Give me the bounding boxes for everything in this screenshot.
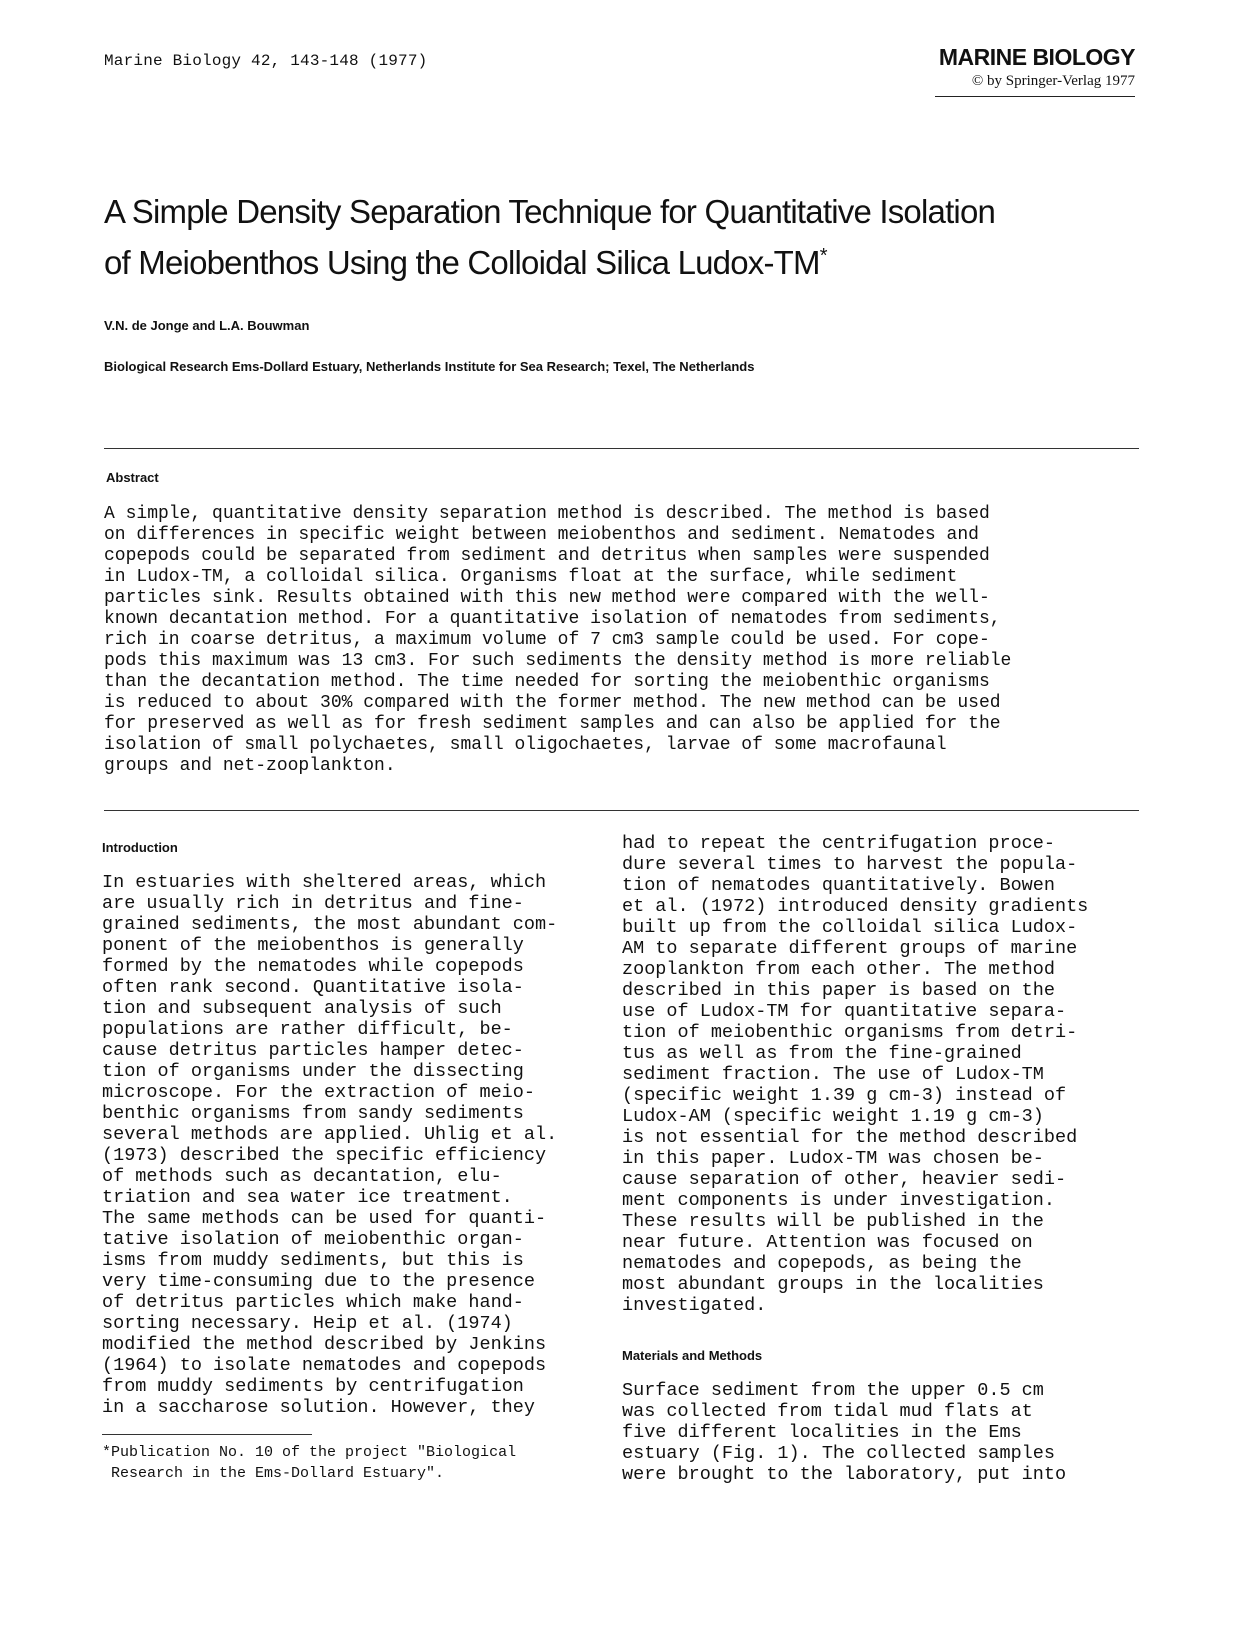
affiliation: Biological Research Ems-Dollard Estuary, Netherlands Institute for Sea Research; Texel, The Netherlands bbox=[104, 359, 755, 374]
abstract-heading: Abstract bbox=[106, 470, 159, 485]
abstract-line: on differences in specific weight between meiobenthos and sediment. Nematodes and bbox=[104, 525, 979, 545]
text-line: The same methods can be used for quanti- bbox=[102, 1208, 547, 1229]
introduction-heading: Introduction bbox=[102, 840, 178, 855]
title-footnote-mark: * bbox=[819, 245, 827, 267]
introduction-column-right bbox=[622, 833, 1152, 1316]
text-line: et al. (1972) introduced density gradients bbox=[622, 896, 1089, 917]
text-line: described in this paper is based on the bbox=[622, 980, 1055, 1001]
authors: V.N. de Jonge and L.A. Bouwman bbox=[104, 318, 310, 333]
text-line: tus as well as from the fine-grained bbox=[622, 1043, 1022, 1064]
text-line: (1964) to isolate nematodes and copepods bbox=[102, 1355, 547, 1376]
abstract-top-rule bbox=[104, 448, 1139, 449]
text-line: of methods such as decantation, elu- bbox=[102, 1166, 502, 1187]
abstract-line: rich in coarse detritus, a maximum volume of 7 cm3 sample could be used. For cope- bbox=[104, 630, 990, 650]
text-line: triation and sea water ice treatment. bbox=[102, 1187, 513, 1208]
footnote-line: *Publication No. 10 of the project "Biological bbox=[102, 1444, 517, 1461]
text-line: tion of organisms under the dissecting bbox=[102, 1061, 524, 1082]
text-line: formed by the nematodes while copepods bbox=[102, 956, 524, 977]
text-line: use of Ludox-TM for quantitative separa- bbox=[622, 1001, 1067, 1022]
introduction-column-left bbox=[102, 872, 602, 1418]
text-line: grained sediments, the most abundant com- bbox=[102, 914, 558, 935]
text-line: microscope. For the extraction of meio- bbox=[102, 1082, 535, 1103]
abstract-line: groups and net-zooplankton. bbox=[104, 756, 396, 776]
text-line: ment components is under investigation. bbox=[622, 1190, 1055, 1211]
copyright-notice: © by Springer-Verlag 1977 bbox=[971, 73, 1135, 89]
abstract-line: pods this maximum was 13 cm3. For such sediments the density method is more reliable bbox=[104, 651, 1012, 671]
text-line: zooplankton from each other. The method bbox=[622, 959, 1055, 980]
abstract-text bbox=[104, 504, 1144, 777]
abstract-line: copepods could be separated from sediment and detritus when samples were suspended bbox=[104, 546, 990, 566]
text-line: in this paper. Ludox-TM was chosen be- bbox=[622, 1148, 1044, 1169]
text-line: are usually rich in detritus and fine- bbox=[102, 893, 524, 914]
text-line: sorting necessary. Heip et al. (1974) bbox=[102, 1313, 513, 1334]
text-line: tion of meiobenthic organisms from detri- bbox=[622, 1022, 1078, 1043]
text-line: tion of nematodes quantitatively. Bowen bbox=[622, 875, 1055, 896]
abstract-line: for preserved as well as for fresh sediment samples and can also be applied for the bbox=[104, 714, 1001, 734]
text-line: built up from the colloidal silica Ludox- bbox=[622, 917, 1078, 938]
title-line-2: of Meiobenthos Using the Colloidal Silica Ludox-TM bbox=[104, 244, 820, 281]
journal-masthead bbox=[935, 44, 1135, 97]
article-title bbox=[104, 190, 1084, 285]
text-line: tion and subsequent analysis of such bbox=[102, 998, 502, 1019]
text-line: five different localities in the Ems bbox=[622, 1422, 1022, 1443]
text-line: cause detritus particles hamper detec- bbox=[102, 1040, 524, 1061]
text-line: very time-consuming due to the presence bbox=[102, 1271, 535, 1292]
text-line: investigated. bbox=[622, 1295, 767, 1316]
text-line: modified the method described by Jenkins bbox=[102, 1334, 547, 1355]
text-line: dure several times to harvest the popula- bbox=[622, 854, 1078, 875]
footnote-line: Research in the Ems-Dollard Estuary". bbox=[102, 1465, 445, 1482]
abstract-line: is reduced to about 30% compared with the former method. The new method can be used bbox=[104, 693, 1001, 713]
text-line: sediment fraction. The use of Ludox-TM bbox=[622, 1064, 1044, 1085]
abstract-line: than the decantation method. The time needed for sorting the meiobenthic organisms bbox=[104, 672, 990, 692]
text-line: AM to separate different groups of marine bbox=[622, 938, 1078, 959]
text-line: in a saccharose solution. However, they bbox=[102, 1397, 535, 1418]
text-line: often rank second. Quantitative isola- bbox=[102, 977, 524, 998]
abstract-line: particles sink. Results obtained with this new method were compared with the well- bbox=[104, 588, 990, 608]
text-line: Ludox-AM (specific weight 1.19 g cm-3) bbox=[622, 1106, 1044, 1127]
text-line: (1973) described the specific efficiency bbox=[102, 1145, 547, 1166]
text-line: estuary (Fig. 1). The collected samples bbox=[622, 1443, 1055, 1464]
journal-citation: Marine Biology 42, 143-148 (1977) bbox=[104, 52, 428, 70]
text-line: (specific weight 1.39 g cm-3) instead of bbox=[622, 1085, 1067, 1106]
materials-methods-text bbox=[622, 1380, 1066, 1485]
text-line: tative isolation of meiobenthic organ- bbox=[102, 1229, 524, 1250]
text-line: had to repeat the centrifugation proce- bbox=[622, 833, 1055, 854]
text-line: of detritus particles which make hand- bbox=[102, 1292, 524, 1313]
text-line: benthic organisms from sandy sediments bbox=[102, 1103, 524, 1124]
text-line: is not essential for the method described bbox=[622, 1127, 1078, 1148]
text-line: nematodes and copepods, as being the bbox=[622, 1253, 1022, 1274]
text-line: were brought to the laboratory, put into bbox=[622, 1464, 1067, 1485]
abstract-line: in Ludox-TM, a colloidal silica. Organisms float at the surface, while sediment bbox=[104, 567, 958, 587]
text-line: populations are rather difficult, be- bbox=[102, 1019, 513, 1040]
text-line: was collected from tidal mud flats at bbox=[622, 1401, 1033, 1422]
footnote bbox=[102, 1442, 516, 1484]
materials-methods-heading: Materials and Methods bbox=[622, 1348, 763, 1363]
abstract-line: known decantation method. For a quantitative isolation of nematodes from sediments, bbox=[104, 609, 1001, 629]
text-line: Surface sediment from the upper 0.5 cm bbox=[622, 1380, 1044, 1401]
text-line: most abundant groups in the localities bbox=[622, 1274, 1044, 1295]
text-line: These results will be published in the bbox=[622, 1211, 1044, 1232]
title-line-1: A Simple Density Separation Technique for Quantitative Isolation bbox=[104, 193, 996, 230]
text-line: near future. Attention was focused on bbox=[622, 1232, 1033, 1253]
abstract-line: A simple, quantitative density separation method is described. The method is based bbox=[104, 504, 990, 524]
footnote-rule bbox=[102, 1434, 312, 1435]
abstract-line: isolation of small polychaetes, small oligochaetes, larvae of some macrofaunal bbox=[104, 735, 947, 755]
journal-title: MARINE BIOLOGY bbox=[938, 44, 1135, 70]
text-line: several methods are applied. Uhlig et al. bbox=[102, 1124, 558, 1145]
text-line: ponent of the meiobenthos is generally bbox=[102, 935, 524, 956]
text-line: from muddy sediments by centrifugation bbox=[102, 1376, 524, 1397]
abstract-bottom-rule bbox=[104, 810, 1139, 811]
text-line: cause separation of other, heavier sedi- bbox=[622, 1169, 1067, 1190]
text-line: isms from muddy sediments, but this is bbox=[102, 1250, 524, 1271]
text-line: In estuaries with sheltered areas, which bbox=[102, 872, 547, 893]
